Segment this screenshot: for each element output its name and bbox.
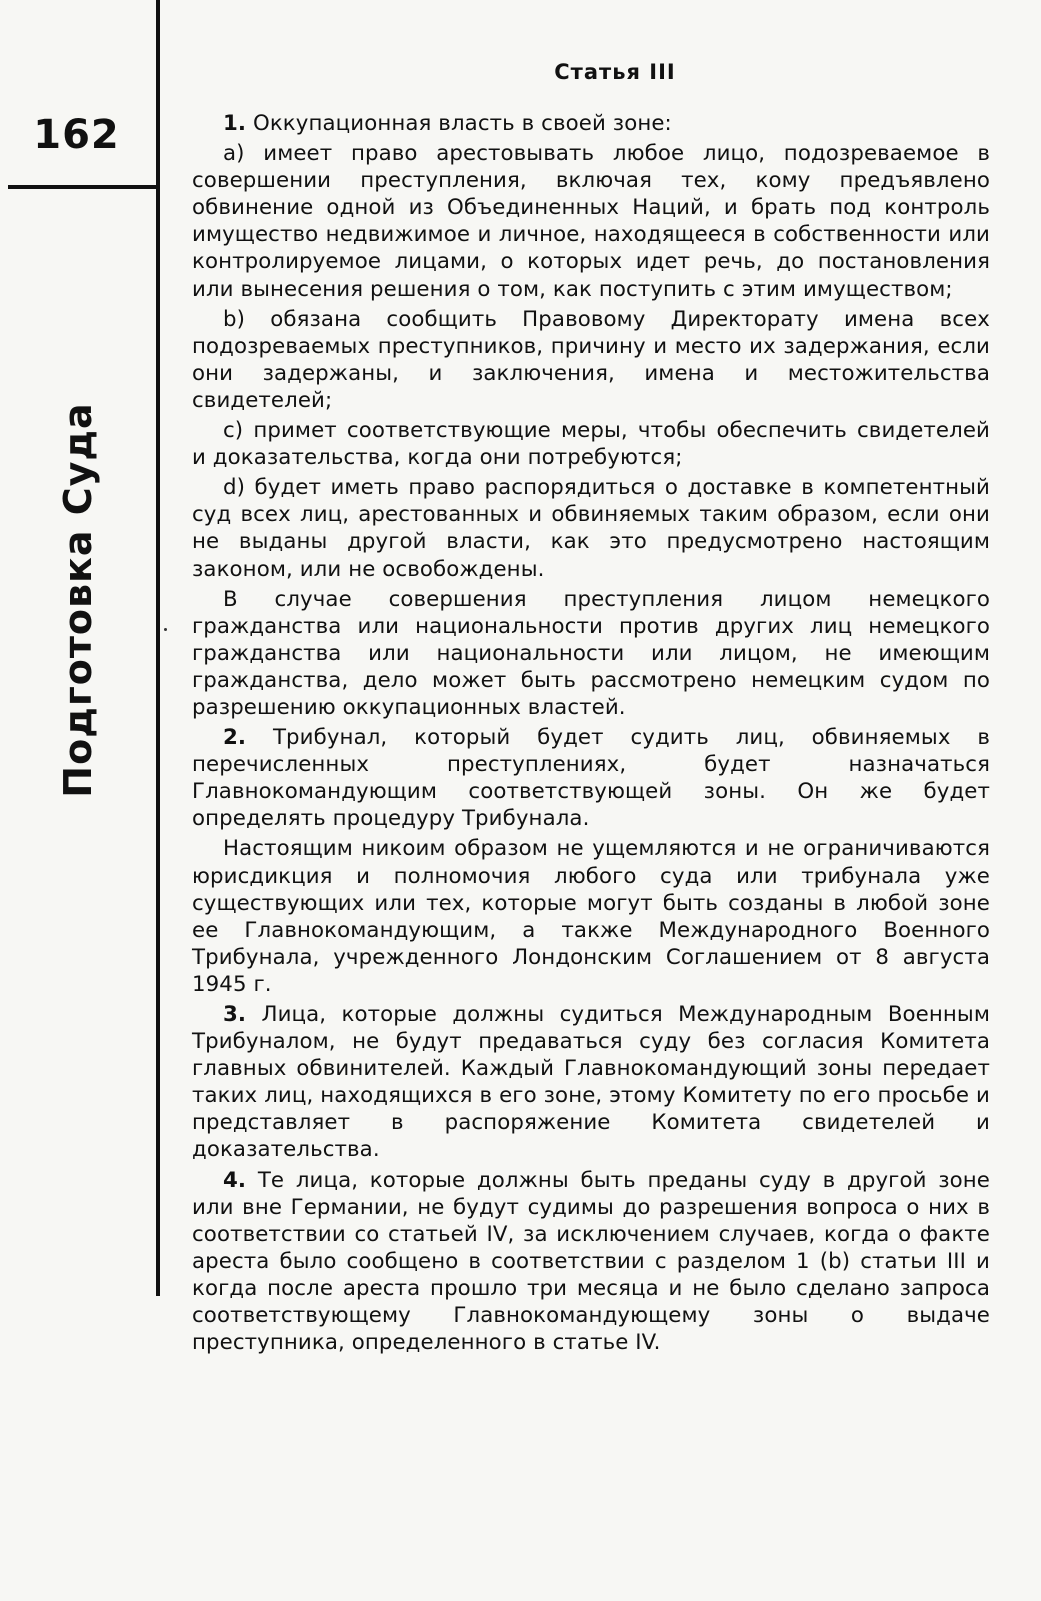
paragraph: [192, 1001, 990, 1164]
article-title: Статья III: [554, 60, 676, 84]
paragraph: [192, 306, 990, 414]
paragraph-text: Оккупационная власть в своей зоне:: [252, 111, 672, 136]
paragraph-text: Настоящим никоим образом не ущемляются и не ограничиваются юрисдикция и полномочия любого суда или трибунала уже существующих или тех, которые могут быть созданы в любой зоне ее Главнокомандующим, а также Международного Военного Трибунала, учрежденного Лондонским Соглашением от 8 августа 1945 г.: [192, 836, 990, 997]
paragraph-number: 4.: [223, 1167, 247, 1193]
paragraph-text: В случае совершения преступления лицом немецкого гражданства или национальности против других лиц немецкого гражданства или национальности или лицом, не имеющим гражданства, дело может быть рассмотрено немецким судом по разрешению оккупационных властей.: [192, 586, 990, 720]
margin-rule: [156, 0, 160, 1296]
article-body: [192, 58, 990, 1356]
paragraph: [192, 835, 990, 998]
paragraph-text: Трибунал, который будет судить лиц, обвиняемых в перечисленных преступлениях, будет назначаться Главнокомандующим соответствующей зоны. Он же будет определять процедуру Трибунала.: [192, 725, 990, 832]
scan-speck: [164, 628, 167, 631]
paragraph-text: d) будет иметь право распорядиться о доставке в компетентный суд всех лиц, арестованных и обвиняемых таким образом, если они не выданы другой власти, как это предусмотрено настоящим законом, или не освобождены.: [192, 475, 990, 582]
paragraph-text: Те лица, которые должны быть преданы суду в другой зоне или вне Германии, не будут судимы до разрешения вопроса о них в соответствии со статьей IV, за исключением случаев, когда о факте ареста было сообщено в соответствии с разделом 1 (b) статьи III и когда после ареста прошло три месяца и не было сделано запроса соответствующему Главнокомандующему зоны о выдаче преступника, определенного в статье IV.: [192, 1167, 991, 1356]
page-number-rule: [8, 185, 156, 189]
paragraph: [192, 1167, 990, 1357]
paragraph: [192, 724, 990, 832]
running-title: Подготовка Суда: [56, 402, 100, 798]
paragraph: [192, 140, 990, 303]
paragraph-text: b) обязана сообщить Правовому Директорату имена всех подозреваемых преступников, причину и место их задержания, если они задержаны, и заключения, имена и местожительства свидетелей;: [192, 306, 990, 413]
paragraph: [192, 474, 990, 582]
paragraph-number: 1.: [223, 111, 247, 136]
paragraph: [192, 110, 990, 137]
paragraph-text: Лица, которые должны судиться Международным Военным Трибуналом, не будут предаваться суду без согласия Комитета главных обвинителей. Каждый Главнокомандующий зоны передает таких лиц, находящихся в его зоне, этому Комитету по его просьбе и представляет в распоряжение Комитета свидетелей и доказательства.: [192, 1002, 990, 1163]
paragraph-number: 2.: [223, 725, 247, 751]
paragraph-text: а) имеет право арестовывать любое лицо, подозреваемое в совершении преступления, включая тех, кому предъявлено обвинение одной из Объединенных Наций, и брать под контроль имущество недвижимое и личное, находящееся в собственности или контролируемое лицами, о которых идет речь, до постановления или вынесения решения о том, как поступить с этим имуществом;: [192, 141, 990, 302]
paragraph-number: 3.: [223, 1002, 247, 1027]
paragraph: [192, 417, 990, 471]
paragraph: [192, 586, 990, 721]
page-number: 162: [33, 112, 120, 158]
paragraph-text: с) примет соответствующие меры, чтобы обеспечить свидетелей и доказательства, когда они потребуются;: [192, 418, 990, 471]
